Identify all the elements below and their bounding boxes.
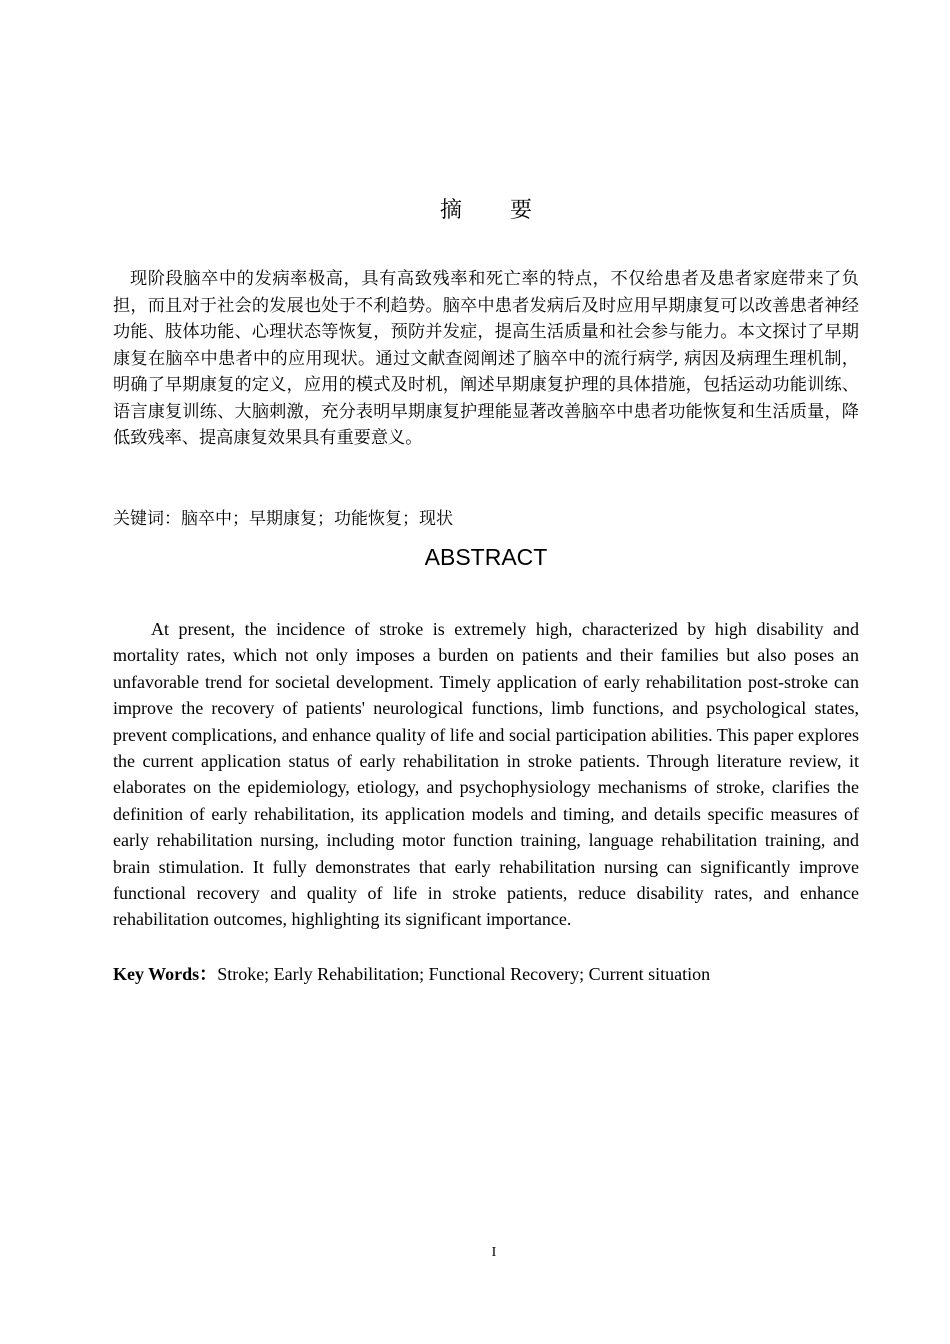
chinese-abstract-body: 现阶段脑卒中的发病率极高，具有高致残率和死亡率的特点，不仅给患者及患者家庭带来了负担，而且对于社会的发展也处于不利趋势。脑卒中患者发病后及时应用早期康复可以改善患者神经功能、肢体功能、心理状态等恢复，预防并发症，提高生活质量和社会参与能力。本文探讨了早期康复在脑卒中患者中的应用现状。通过文献查阅阐述了脑卒中的流行病学, 病因及病理生理机制，明确了早期康复的定义，应用的模式及时机，阐述早期康复护理的具体措施，包括运动功能训练、语言康复训练、大脑刺激，充分表明早期康复护理能显著改善脑卒中患者功能恢复和生活质量，降低致残率、提高康复效果具有重要意义。 [113, 269, 859, 448]
chinese-keywords-label: 关键词： [113, 509, 181, 529]
chinese-abstract-title [0, 193, 950, 224]
english-abstract-title: ABSTRACT [424, 544, 548, 570]
page-number: I [491, 1245, 497, 1260]
title-char-2: 要 [510, 198, 533, 223]
chinese-keywords-value: 脑卒中；早期康复；功能恢复；现状 [181, 509, 453, 529]
title-char-1: 摘 [439, 198, 462, 223]
english-keywords-label: Key Words： [113, 964, 218, 984]
english-keywords [113, 961, 859, 987]
english-keywords-value: Stroke; Early Rehabilitation; Functional Recovery; Current situation [217, 964, 711, 984]
chinese-keywords [113, 507, 859, 531]
english-abstract-body: At present, the incidence of stroke is extremely high, characterized by high disability and mortality rates, which not only imposes a burden on patients and their families but also poses an unfavorable trend for societal development. Timely application of early rehabilitation post-stroke can improve the recovery of patients' neurological functions, limb functions, and psychological states, prevent complications, and enhance quality of life and social participation abilities. This paper explores the current application status of early rehabilitation in stroke patients. Through literature review, it elaborates on the epidemiology, etiology, and psychophysiology mechanisms of stroke, clarifies the definition of early rehabilitation, its application models and timing, and details specific measures of early rehabilitation nursing, including motor function training, language rehabilitation training, and brain stimulation. It fully demonstrates that early rehabilitation nursing can significantly improve functional recovery and quality of life in stroke patients, reduce disability rates, and enhance rehabilitation outcomes, highlighting its significant importance. [113, 619, 859, 930]
